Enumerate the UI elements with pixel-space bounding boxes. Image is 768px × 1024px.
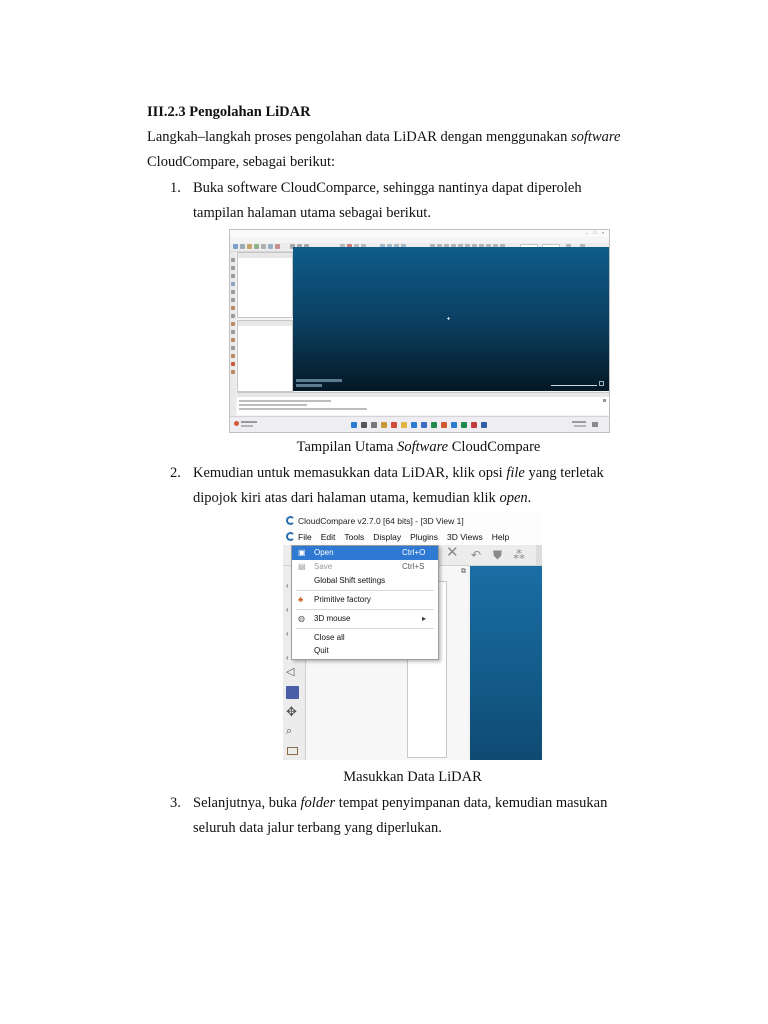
step-3-number: 3. [170, 795, 181, 811]
files-icon [381, 422, 387, 428]
menu-item-global-shift-label: Global Shift settings [314, 576, 386, 585]
figure-1-caption-emphasis: Software [397, 439, 449, 455]
primitive-factory-icon: ♣ [298, 595, 304, 604]
step-2-text-2: dipojok kiri atas dari halaman utama, kemudian klik [193, 490, 500, 506]
sample-tool-icon[interactable]: ⁂ [513, 548, 525, 562]
view-cube-icon [599, 381, 604, 386]
side-tool-icon [231, 330, 235, 334]
translate-icon[interactable]: ✥ [286, 704, 297, 719]
toolbar-open-icon [233, 244, 238, 249]
step-2-text: Kemudian untuk memasukkan data LiDAR, klik opsi [193, 465, 507, 481]
side-tool-icon[interactable]: ‹ [286, 653, 289, 662]
console-line [239, 408, 367, 410]
step-3-text-tail: tempat penyimpanan data, kemudian masukan [335, 795, 608, 811]
scale-bar [551, 385, 597, 386]
step-2-emphasis-file: file [506, 465, 525, 481]
step-1-line-1: Buka software CloudComparce, sehingga nantinya dapat diperoleh [193, 180, 582, 196]
excel-icon [431, 422, 437, 428]
menu-item-global-shift[interactable] [292, 574, 438, 588]
view-info-text [296, 384, 322, 387]
weather-icon [234, 421, 239, 426]
taskview-icon [371, 422, 377, 428]
properties-header [238, 321, 292, 326]
toolbar-tool-icon [261, 244, 266, 249]
db-tree-panel [237, 252, 293, 318]
side-tool-icon [231, 362, 235, 366]
intro-line-2: CloudCompare, sebagai berikut: [147, 154, 336, 170]
powerpoint-icon [441, 422, 447, 428]
step-3-line-1 [193, 794, 607, 812]
step-2-line-1 [193, 464, 604, 482]
section-heading: III.2.3 Pengolahan LiDAR [147, 104, 311, 120]
menu-item-quit[interactable] [292, 644, 438, 658]
menu-item-primitive-factory-label: Primitive factory [314, 595, 371, 604]
figure-2-screenshot [283, 513, 542, 760]
console-panel [237, 392, 609, 415]
weather-text [241, 425, 253, 427]
word-icon [421, 422, 427, 428]
side-tool-icon [231, 322, 235, 326]
float-panel-icon[interactable]: ⧉ [461, 568, 466, 575]
db-tree-header [238, 253, 292, 258]
figure-1-left-toolbar [230, 252, 236, 420]
close-icon: × [601, 230, 605, 235]
side-tool-icon [231, 282, 235, 286]
edge-icon [411, 422, 417, 428]
console-line [239, 404, 307, 406]
figure-2-menubar [283, 530, 542, 545]
side-tool-icon [231, 354, 235, 358]
figure-1-caption-tail: CloudCompare [448, 439, 541, 455]
search-icon [361, 422, 367, 428]
tray-icon [592, 422, 598, 427]
segment-tool-icon[interactable]: ↶ [471, 548, 482, 562]
save-icon: ▤ [298, 562, 306, 571]
menu-item-3d-mouse[interactable] [292, 612, 438, 626]
toolbar-tool-icon [254, 244, 259, 249]
menu-separator [296, 628, 434, 629]
menu-item-3d-mouse-label: 3D mouse [314, 614, 351, 623]
menu-item-open[interactable] [292, 546, 438, 560]
side-tool-icon [231, 274, 235, 278]
menu-item-primitive-factory[interactable] [292, 593, 438, 607]
step-2-emphasis-open: open [499, 490, 528, 506]
maximize-icon: □ [593, 230, 597, 235]
start-icon [351, 422, 357, 428]
menu-edit[interactable]: Edit [320, 532, 336, 542]
menu-separator [296, 590, 434, 591]
frame-icon[interactable] [287, 747, 298, 755]
side-tool-icon [231, 346, 235, 350]
tray-clock [572, 421, 586, 423]
windows-taskbar [230, 416, 609, 433]
cloudcompare-menu-icon [286, 532, 295, 541]
intro-line-1 [147, 128, 620, 146]
crosshair-icon [448, 317, 449, 320]
window-title: CloudCompare v2.7.0 [64 bits] - [3D View 1] [298, 516, 464, 526]
file-menu-dropdown [291, 545, 439, 660]
step-1-number: 1. [170, 180, 181, 196]
menu-file[interactable]: File [298, 532, 312, 542]
side-tool-icon[interactable]: ‹ [286, 605, 289, 614]
menu-3d-views[interactable]: 3D Views [446, 532, 483, 542]
close-tool-icon[interactable]: ✕ [446, 544, 459, 561]
console-scroll-icon [603, 399, 606, 402]
step-2-period: . [527, 490, 532, 506]
3d-view [293, 247, 609, 391]
toolbar-save-icon [240, 244, 245, 249]
console-header [237, 393, 609, 397]
side-tool-icon [231, 266, 235, 270]
side-tool-icon [231, 258, 235, 262]
side-tool-icon [231, 298, 235, 302]
console-line [239, 400, 331, 402]
figure-2-caption: Masukkan Data LiDAR [343, 769, 482, 785]
side-tool-icon [231, 314, 235, 318]
step-3-emphasis-folder: folder [300, 795, 336, 811]
side-tool-icon [231, 370, 235, 374]
3d-mouse-icon: ◍ [298, 614, 305, 623]
menu-item-close-all-label: Close all [314, 633, 345, 642]
side-tool-icon [231, 338, 235, 342]
step-2-line-2 [193, 489, 531, 507]
menu-tools[interactable]: Tools [344, 532, 365, 542]
toolbar-tool-icon [275, 244, 280, 249]
step-2-number: 2. [170, 465, 181, 481]
step-1-line-2: tampilan halaman utama sebagai berikut. [193, 205, 431, 221]
figure-1-caption [200, 438, 637, 456]
toolbar-tool-icon [268, 244, 273, 249]
cloudcompare-icon [481, 422, 487, 428]
app-icon [451, 422, 457, 428]
view-info-text [296, 379, 342, 382]
side-tool-icon[interactable]: ‹ [286, 581, 289, 590]
figure-1-caption-text: Tampilan Utama [296, 439, 398, 455]
3d-view [470, 566, 542, 760]
submenu-arrow-icon: ▸ [422, 614, 427, 623]
step-3-line-2: seluruh data jalur terbang yang diperlukan. [193, 820, 442, 836]
left-view-icon[interactable]: ◁ [286, 666, 295, 678]
side-tool-icon [231, 306, 235, 310]
app-icon [461, 422, 467, 428]
step-2-text-tail: yang terletak [524, 465, 604, 481]
explorer-icon [401, 422, 407, 428]
menu-item-open-shortcut: Ctrl+O [402, 548, 426, 557]
weather-text [241, 421, 257, 423]
intro-emphasis: software [571, 129, 621, 145]
minimize-icon: – [585, 230, 589, 235]
toolbar-edge [536, 545, 542, 565]
toolbar-tool-icon [247, 244, 252, 249]
menu-item-quit-label: Quit [314, 646, 329, 655]
menu-plugins[interactable]: Plugins [410, 532, 438, 542]
figure-1-screenshot [229, 229, 610, 433]
shield-tool-icon[interactable]: ⛊ [493, 548, 503, 562]
tray-date [574, 425, 586, 427]
figure-2-titlebar [283, 513, 542, 530]
chrome-icon [391, 422, 397, 428]
menu-help[interactable]: Help [491, 532, 510, 542]
open-icon: ▣ [298, 548, 306, 557]
properties-panel [237, 320, 293, 392]
menu-item-open-label: Open [314, 548, 334, 557]
menu-item-save-label: Save [314, 562, 333, 571]
app-icon [471, 422, 477, 428]
side-tool-icon[interactable]: ‹ [286, 629, 289, 638]
menu-separator [296, 609, 434, 610]
cloudcompare-logo-icon [286, 516, 295, 525]
menu-item-close-all[interactable] [292, 631, 438, 645]
figure-1-titlebar [230, 230, 609, 237]
menu-item-save[interactable] [292, 560, 438, 574]
side-tool-icon [231, 290, 235, 294]
iso-view-icon[interactable] [286, 686, 299, 699]
menu-display[interactable]: Display [373, 532, 402, 542]
menu-item-save-shortcut: Ctrl+S [402, 562, 425, 571]
step-3-text: Selanjutnya, buka [193, 795, 301, 811]
zoom-icon[interactable]: ⌕ [286, 725, 293, 737]
intro-text: Langkah–langkah proses pengolahan data LiDAR dengan menggunakan [147, 129, 571, 145]
